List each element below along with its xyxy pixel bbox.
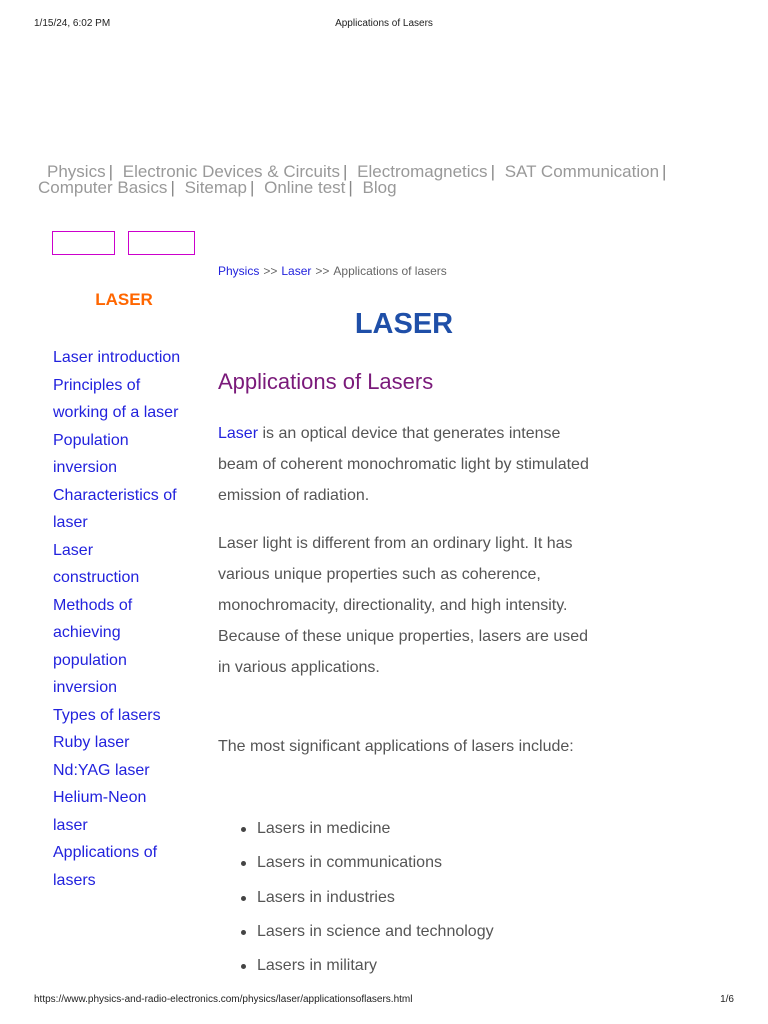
nav-separator: | [343, 162, 348, 181]
nav-separator: | [170, 178, 175, 197]
print-page-title: Applications of Lasers [335, 18, 433, 29]
sidebar-link[interactable]: construction [53, 569, 140, 586]
list-item-text: Lasers in communications [257, 854, 442, 872]
sidebar-link[interactable]: Helium-Neon [53, 789, 147, 806]
bullet-icon [241, 930, 246, 935]
breadcrumb-separator: >> [263, 264, 278, 278]
nav-link-sat-communication[interactable]: SAT Communication [504, 162, 660, 181]
list-item-text: Lasers in military [257, 957, 378, 975]
bullet-icon [241, 827, 246, 832]
sidebar-link[interactable]: laser [53, 514, 88, 531]
breadcrumb-link-physics[interactable]: Physics [218, 264, 260, 278]
sidebar-link[interactable]: Population [53, 431, 129, 449]
sidebar-link[interactable]: Applications of [53, 844, 158, 861]
breadcrumb-current: Applications of lasers [333, 264, 447, 278]
bullet-icon [241, 964, 246, 969]
print-date: 1/15/24, 6:02 PM [34, 18, 111, 29]
list-item [218, 915, 598, 949]
article-title: Applications of Lasers [218, 369, 434, 394]
list-item [218, 949, 598, 983]
nav-separator: | [348, 178, 353, 197]
nav-link-sitemap[interactable]: Sitemap [184, 178, 247, 197]
print-footer [0, 994, 768, 1008]
top-navigation [38, 164, 728, 196]
nav-link-physics[interactable]: Physics [47, 162, 106, 181]
sidebar-link[interactable]: population [53, 651, 127, 669]
print-header [0, 18, 768, 32]
sidebar-link[interactable]: Characteristics of [53, 486, 177, 504]
sidebar-link[interactable]: inversion [53, 679, 118, 696]
sidebar-link[interactable]: inversion [53, 459, 118, 476]
paragraph-intro [218, 418, 598, 511]
paragraph-properties: Laser light is different from an ordinary light. It has various unique properties such as coherence, monochromacity, directionality, and high intensity. Because of these unique properties, lasers are used in various applications. [218, 535, 589, 676]
sidebar-link[interactable]: Methods of [53, 596, 133, 614]
breadcrumb-separator: >> [315, 264, 330, 278]
sidebar-link[interactable]: laser [53, 816, 88, 834]
sidebar-link-list [53, 344, 203, 894]
sidebar-link[interactable]: Types of lasers [53, 706, 161, 724]
list-item [218, 846, 598, 880]
sidebar-title: LASER [95, 290, 153, 309]
print-url: https://www.physics-and-radio-electronics.com/physics/laser/applicationsoflasers.html [34, 994, 413, 1005]
list-item-text: Lasers in medicine [257, 820, 391, 837]
nav-separator: | [249, 178, 255, 197]
nav-link-computer-basics[interactable]: Computer Basics [38, 178, 168, 197]
nav-link-online-test[interactable]: Online test [264, 178, 346, 197]
laser-inline-link[interactable]: Laser [218, 425, 259, 442]
breadcrumb [218, 264, 447, 278]
sidebar-link[interactable]: achieving [53, 624, 121, 641]
sidebar-link[interactable]: Principles of [53, 376, 141, 394]
list-item-text: Lasers in industries [257, 888, 395, 906]
sidebar-link[interactable]: Laser introduction [53, 349, 181, 366]
sidebar-link[interactable]: Laser [53, 541, 94, 559]
bullet-icon [241, 861, 246, 866]
breadcrumb-link-laser[interactable]: Laser [281, 264, 312, 278]
paragraph-applications-lead: The most significant applications of lasers include: [218, 738, 574, 755]
empty-box-button-2[interactable] [128, 231, 195, 255]
top-nav-row-2 [38, 180, 728, 196]
list-item-text: Lasers in science and technology [257, 922, 494, 940]
nav-separator: | [490, 162, 495, 181]
list-item [218, 881, 598, 915]
sidebar-link[interactable]: working of a laser [53, 404, 179, 421]
bullet-icon [241, 896, 246, 901]
applications-list [218, 812, 598, 983]
sidebar-link[interactable]: lasers [53, 871, 96, 889]
print-page-number: 1/6 [720, 994, 734, 1005]
nav-link-blog[interactable]: Blog [362, 178, 397, 197]
nav-separator: | [108, 162, 113, 181]
page-title: LASER [354, 308, 454, 340]
sidebar-link[interactable]: Nd:YAG laser [53, 761, 150, 779]
nav-separator: | [662, 162, 667, 181]
list-item [218, 812, 598, 846]
nav-link-electromagnetics[interactable]: Electromagnetics [357, 162, 488, 181]
empty-box-button-1[interactable] [52, 231, 115, 255]
paragraph-intro-text: is an optical device that generates intense beam of coherent monochromatic light by stimulated emission of radiation. [218, 425, 589, 504]
sidebar-link[interactable]: Ruby laser [53, 734, 130, 751]
nav-link-electronic-devices[interactable]: Electronic Devices & Circuits [122, 162, 341, 181]
